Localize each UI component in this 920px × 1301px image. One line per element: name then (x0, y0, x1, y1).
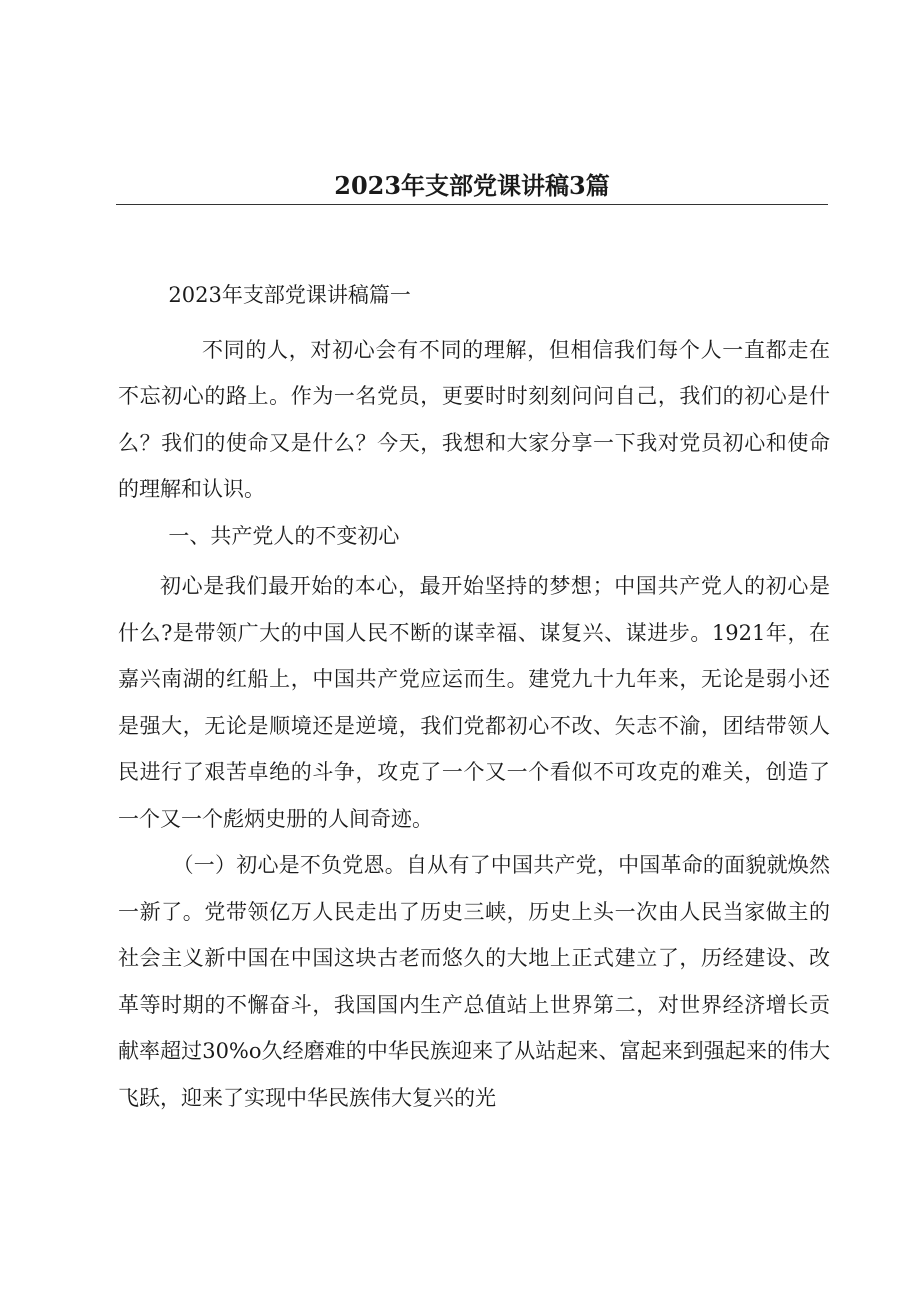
document-body (118, 272, 830, 1121)
paragraph-original-aspiration: 初心是我们最开始的本心，最开始坚持的梦想；中国共产党人的初心是什么?是带领广大的中国人民不断的谋幸福、谋复兴、谋进步。1921年，在嘉兴南湖的红船上，中国共产党应运而生。建党九十九年来，无论是弱小还是强大，无论是顺境还是逆境，我们党都初心不改、矢志不渝，团结带领人民进行了艰苦卓绝的斗争，攻克了一个又一个看似不可攻克的难关，创造了一个又一个彪炳史册的人间奇迹。 (118, 574, 830, 831)
title-underline (116, 204, 828, 205)
paragraph-intro: 不同的人，对初心会有不同的理解，但相信我们每个人一直都走在不忘初心的路上。作为一名党员，更要时时刻刻问问自己，我们的初心是什么？我们的使命又是什么？今天，我想和大家分享一下我对党员初心和使命的理解和认识。 (118, 337, 830, 501)
section-subtitle: 2023年支部党课讲稿篇一 (168, 283, 411, 307)
section-heading: 一、共产党人的不变初心 (168, 523, 400, 548)
document-title: 2023年支部党课讲稿3篇 (334, 171, 610, 200)
paragraph-party-grace: （一）初心是不负党恩。自从有了中国共产党，中国革命的面貌就焕然一新了。党带领亿万人民走出了历史三峡，历史上头一次由人民当家做主的社会主义新中国在中国这块古老而悠久的大地上正式建立了，历经建设、改革等时期的不懈奋斗，我国国内生产总值站上世界第二，对世界经济增长贡献率超过30%o久经磨难的中华民族迎来了从站起来、富起来到强起来的伟大飞跃，迎来了实现中华民族伟大复兴的光 (118, 853, 830, 1110)
